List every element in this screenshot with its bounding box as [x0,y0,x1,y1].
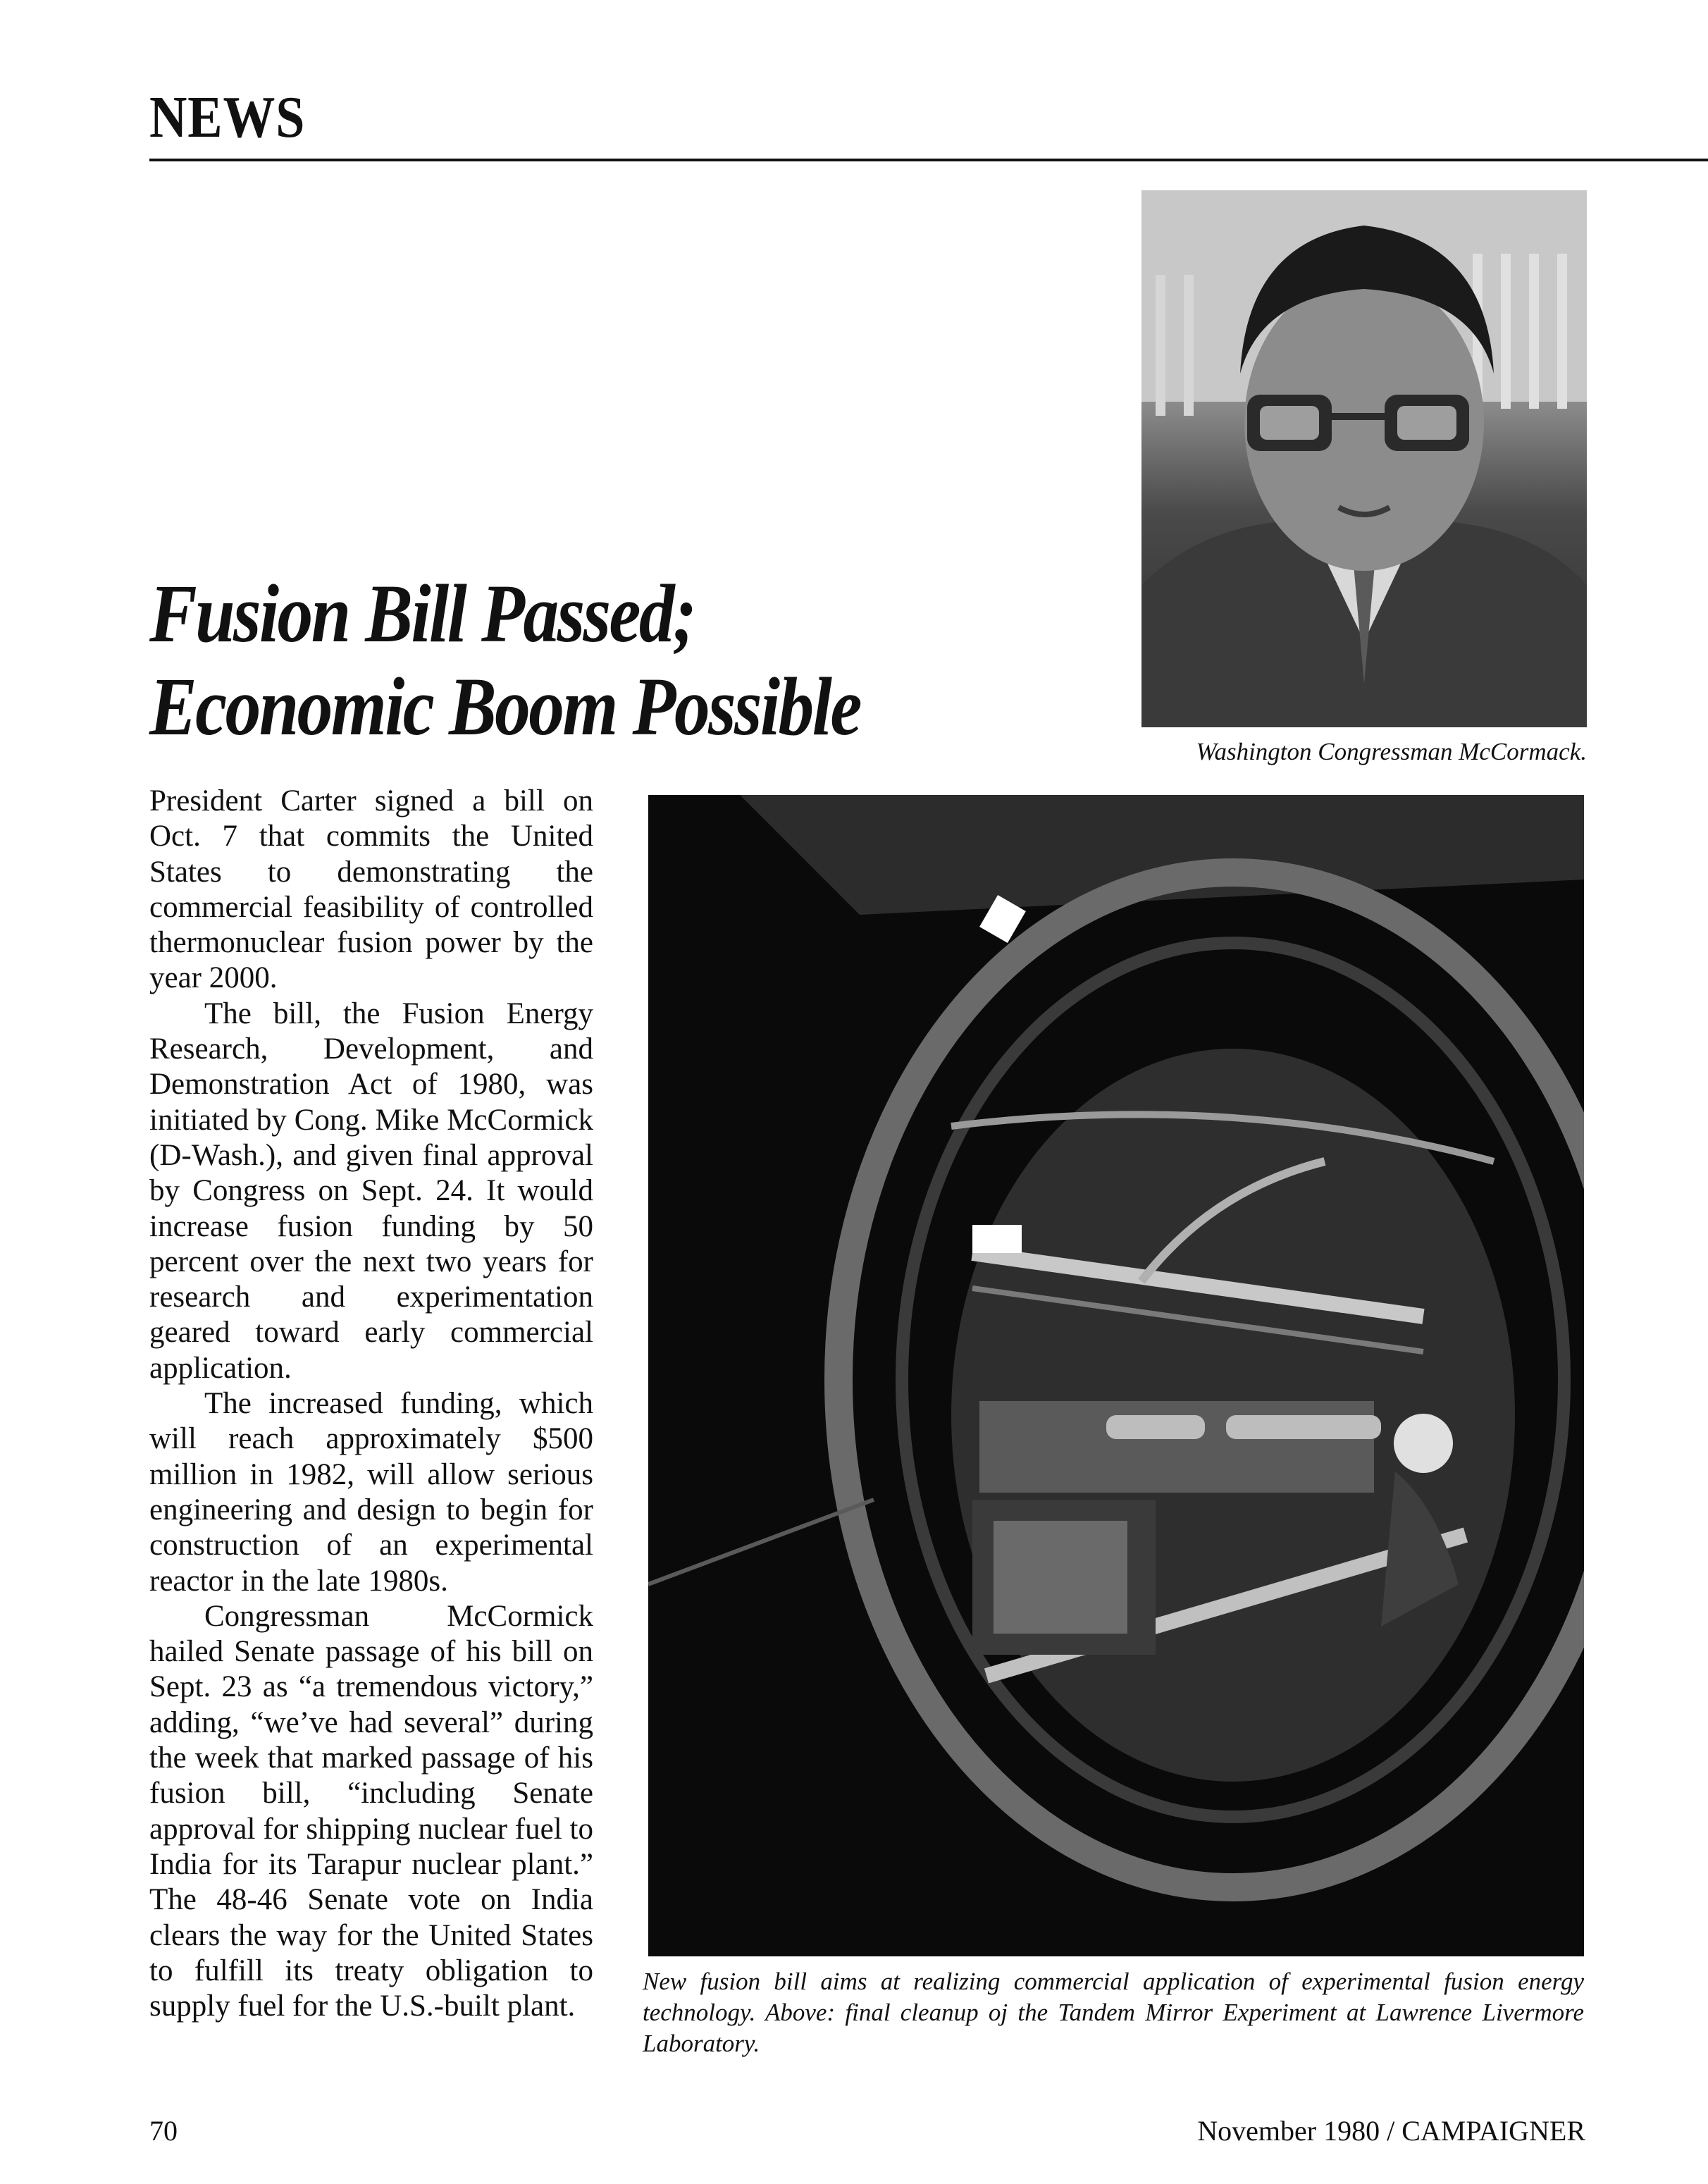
portrait-caption: Washington Congressman McCormack. [1196,738,1587,765]
article-body [149,784,593,2024]
header-rule [149,159,1708,161]
fusion-experiment-photo [648,795,1584,1956]
article-headline [149,567,860,753]
fusion-photo-caption: New fusion bill aims at realizing commercial application of experimental fusion energy technology. Above: final cleanup oj the Tandem Mirror Experiment at Lawrence Livermore Laboratory. [643,1968,1584,2057]
headline-line-1: Fusion Bill Passed; [149,567,695,660]
fusion-machine-illustration [648,795,1584,1956]
issue-footer: November 1980 / CAMPAIGNER [1197,2115,1585,2147]
article-paragraph: The bill, the Fusion Energy Research, Development, and Demonstration Act of 1980, was initiated by Cong. Mike McCormick (D-Wash.), and given final approval by Congress on Sept. 24. It would increase fusion funding by 50 percent over the next two years for research and experimentation geared toward early commercial application. [149,997,593,1385]
section-label: NEWS [149,85,306,150]
portrait-photo [1141,190,1587,727]
page-number: 70 [149,2115,178,2147]
article-paragraph: The increased funding, which will reach approximately $500 million in 1982, will allow serious engineering and design to begin for construction of an experimental reactor in the late 1980s. [149,1387,593,1598]
portrait-illustration [1141,190,1587,727]
article-paragraph: Congressman McCormick hailed Senate passage of his bill on Sept. 23 as “a tremendous victory,” adding, “we’ve had several” during the week that marked passage of his fusion bill, “including Senate approval for shipping nuclear fuel to India for its Tarapur nuclear plant.” The 48-46 Senate vote on India clears the way for the United States to fulfill its treaty obligation to supply fuel for the U.S.-built plant. [149,1599,593,2023]
article-paragraph: President Carter signed a bill on Oct. 7 that commits the United States to demonstrating the commercial feasibility of controlled thermonuclear fusion power by the year 2000. [149,784,593,995]
headline-line-2: Economic Boom Possible [149,660,860,753]
